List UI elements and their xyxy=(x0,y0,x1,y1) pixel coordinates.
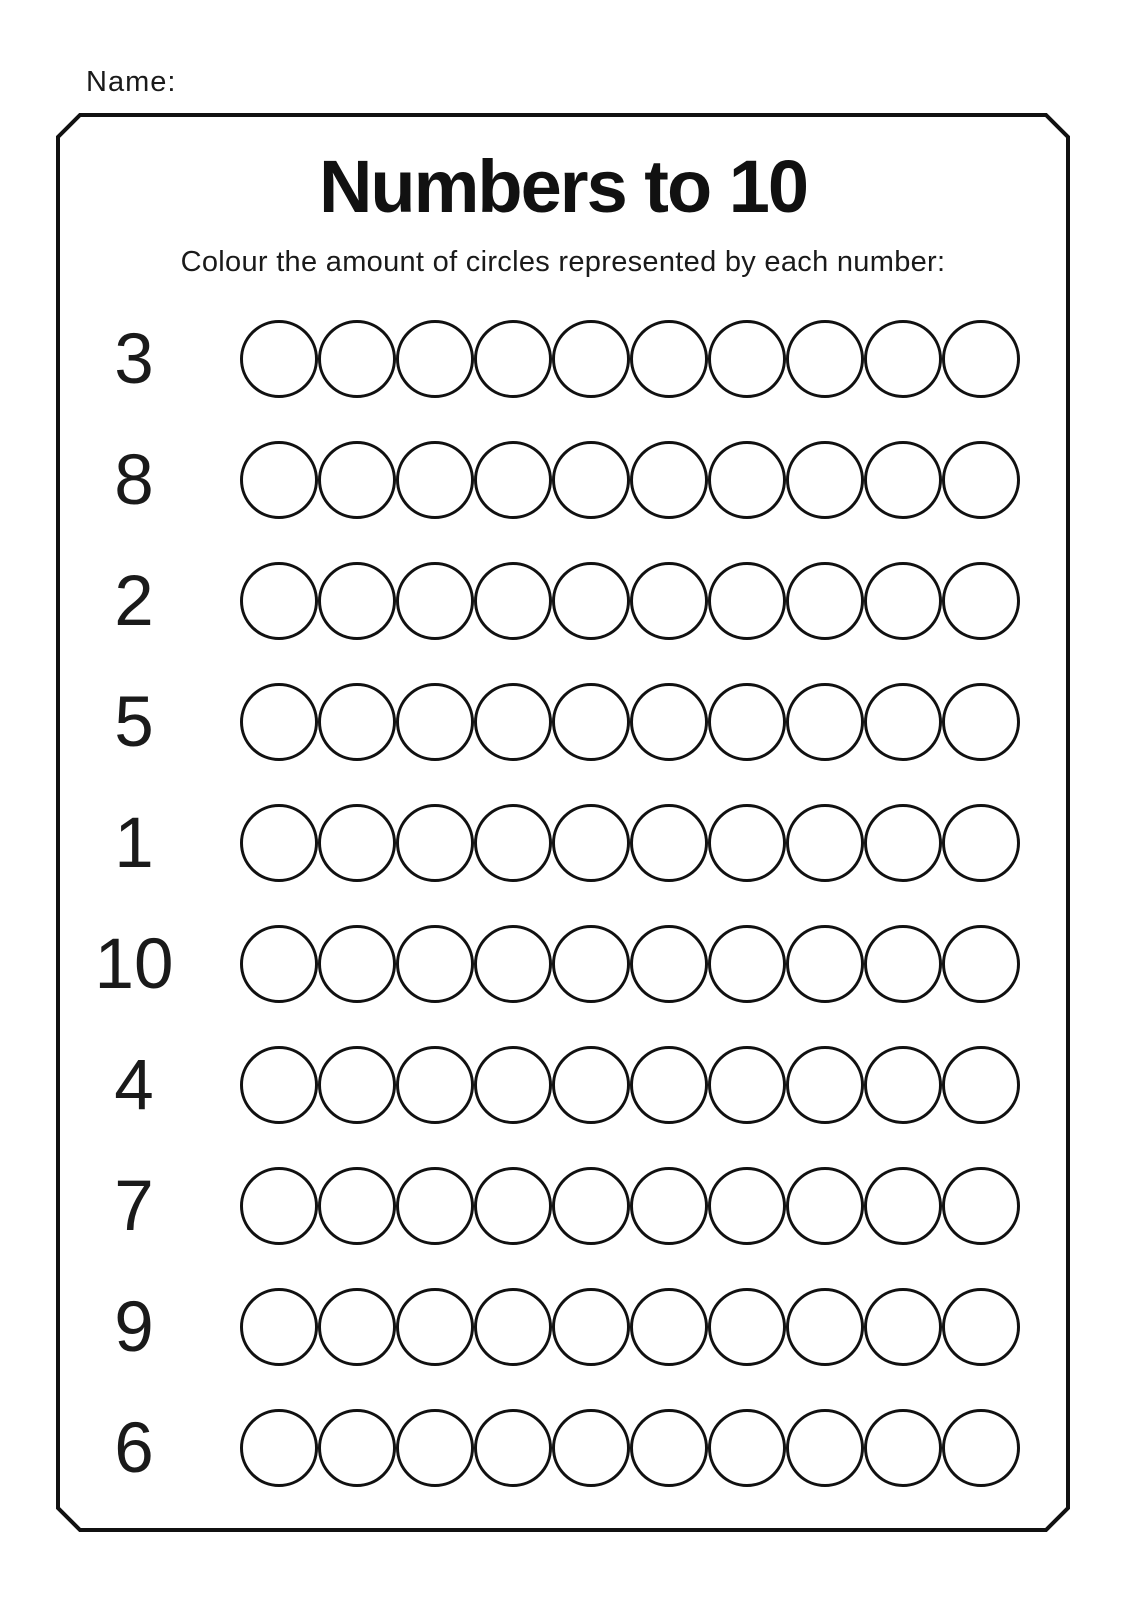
circle-group xyxy=(240,441,1020,519)
row-number: 7 xyxy=(114,1166,154,1246)
number-row xyxy=(0,1167,1020,1245)
colour-circle[interactable] xyxy=(552,1288,630,1366)
colour-circle[interactable] xyxy=(552,1409,630,1487)
colour-circle[interactable] xyxy=(240,925,318,1003)
colour-circle[interactable] xyxy=(552,925,630,1003)
colour-circle[interactable] xyxy=(708,1409,786,1487)
colour-circle[interactable] xyxy=(474,1167,552,1245)
colour-circle[interactable] xyxy=(942,683,1020,761)
colour-circle[interactable] xyxy=(864,1167,942,1245)
circle-group xyxy=(240,1288,1020,1366)
colour-circle[interactable] xyxy=(630,1046,708,1124)
number-row xyxy=(0,683,1020,761)
number-row xyxy=(0,1046,1020,1124)
colour-circle[interactable] xyxy=(318,441,396,519)
colour-circle[interactable] xyxy=(240,683,318,761)
circle-group xyxy=(240,683,1020,761)
colour-circle[interactable] xyxy=(240,562,318,640)
colour-circle[interactable] xyxy=(708,804,786,882)
colour-circle[interactable] xyxy=(708,441,786,519)
colour-circle[interactable] xyxy=(474,683,552,761)
colour-circle[interactable] xyxy=(318,804,396,882)
colour-circle[interactable] xyxy=(552,1046,630,1124)
colour-circle[interactable] xyxy=(240,1167,318,1245)
colour-circle[interactable] xyxy=(708,1167,786,1245)
colour-circle[interactable] xyxy=(396,683,474,761)
colour-circle[interactable] xyxy=(474,1046,552,1124)
colour-circle[interactable] xyxy=(474,562,552,640)
circle-group xyxy=(240,1409,1020,1487)
number-row xyxy=(0,320,1020,398)
colour-circle[interactable] xyxy=(318,925,396,1003)
number-row xyxy=(0,804,1020,882)
colour-circle[interactable] xyxy=(240,441,318,519)
colour-circle[interactable] xyxy=(630,1409,708,1487)
colour-circle[interactable] xyxy=(240,804,318,882)
colour-circle[interactable] xyxy=(396,320,474,398)
row-number: 3 xyxy=(114,319,154,399)
colour-circle[interactable] xyxy=(864,320,942,398)
colour-circle[interactable] xyxy=(786,1288,864,1366)
row-number: 1 xyxy=(114,803,154,883)
colour-circle[interactable] xyxy=(396,925,474,1003)
colour-circle[interactable] xyxy=(942,804,1020,882)
colour-circle[interactable] xyxy=(942,562,1020,640)
colour-circle[interactable] xyxy=(708,1288,786,1366)
rows-container xyxy=(0,320,1020,1530)
instruction-text: Colour the amount of circles represented by each number: xyxy=(180,246,946,278)
colour-circle[interactable] xyxy=(786,1167,864,1245)
colour-circle[interactable] xyxy=(630,683,708,761)
row-number: 8 xyxy=(114,440,154,520)
colour-circle[interactable] xyxy=(396,1046,474,1124)
colour-circle[interactable] xyxy=(552,804,630,882)
colour-circle[interactable] xyxy=(942,925,1020,1003)
circle-group xyxy=(240,925,1020,1003)
colour-circle[interactable] xyxy=(240,1409,318,1487)
colour-circle[interactable] xyxy=(786,1409,864,1487)
colour-circle[interactable] xyxy=(630,925,708,1003)
colour-circle[interactable] xyxy=(318,320,396,398)
colour-circle[interactable] xyxy=(864,1409,942,1487)
colour-circle[interactable] xyxy=(786,441,864,519)
colour-circle[interactable] xyxy=(708,925,786,1003)
colour-circle[interactable] xyxy=(240,320,318,398)
colour-circle[interactable] xyxy=(786,562,864,640)
colour-circle[interactable] xyxy=(240,1046,318,1124)
colour-circle[interactable] xyxy=(240,1288,318,1366)
colour-circle[interactable] xyxy=(474,804,552,882)
colour-circle[interactable] xyxy=(318,1046,396,1124)
colour-circle[interactable] xyxy=(474,320,552,398)
colour-circle[interactable] xyxy=(864,683,942,761)
colour-circle[interactable] xyxy=(942,1046,1020,1124)
colour-circle[interactable] xyxy=(630,441,708,519)
colour-circle[interactable] xyxy=(708,320,786,398)
number-row xyxy=(0,562,1020,640)
colour-circle[interactable] xyxy=(942,320,1020,398)
colour-circle[interactable] xyxy=(630,1167,708,1245)
row-number: 10 xyxy=(94,924,174,1004)
row-number: 6 xyxy=(114,1408,154,1488)
colour-circle[interactable] xyxy=(864,804,942,882)
colour-circle[interactable] xyxy=(786,320,864,398)
colour-circle[interactable] xyxy=(474,1288,552,1366)
colour-circle[interactable] xyxy=(318,562,396,640)
row-number: 5 xyxy=(114,682,154,762)
colour-circle[interactable] xyxy=(552,320,630,398)
colour-circle[interactable] xyxy=(786,683,864,761)
colour-circle[interactable] xyxy=(396,1409,474,1487)
colour-circle[interactable] xyxy=(318,1167,396,1245)
circle-group xyxy=(240,1167,1020,1245)
colour-circle[interactable] xyxy=(864,925,942,1003)
colour-circle[interactable] xyxy=(396,1167,474,1245)
colour-circle[interactable] xyxy=(318,1409,396,1487)
colour-circle[interactable] xyxy=(630,562,708,640)
circle-group xyxy=(240,1046,1020,1124)
number-row xyxy=(0,441,1020,519)
colour-circle[interactable] xyxy=(786,804,864,882)
colour-circle[interactable] xyxy=(864,562,942,640)
colour-circle[interactable] xyxy=(786,925,864,1003)
colour-circle[interactable] xyxy=(552,562,630,640)
row-number: 2 xyxy=(114,561,154,641)
colour-circle[interactable] xyxy=(708,683,786,761)
page-title: Numbers to 10 xyxy=(318,145,808,228)
colour-circle[interactable] xyxy=(864,1046,942,1124)
colour-circle[interactable] xyxy=(630,1288,708,1366)
colour-circle[interactable] xyxy=(474,925,552,1003)
colour-circle[interactable] xyxy=(474,1409,552,1487)
colour-circle[interactable] xyxy=(942,1167,1020,1245)
colour-circle[interactable] xyxy=(942,1288,1020,1366)
colour-circle[interactable] xyxy=(942,441,1020,519)
colour-circle[interactable] xyxy=(630,804,708,882)
colour-circle[interactable] xyxy=(864,441,942,519)
colour-circle[interactable] xyxy=(318,1288,396,1366)
colour-circle[interactable] xyxy=(708,562,786,640)
colour-circle[interactable] xyxy=(396,1288,474,1366)
colour-circle[interactable] xyxy=(552,683,630,761)
circle-group xyxy=(240,804,1020,882)
colour-circle[interactable] xyxy=(552,441,630,519)
colour-circle[interactable] xyxy=(864,1288,942,1366)
number-row xyxy=(0,925,1020,1003)
colour-circle[interactable] xyxy=(396,562,474,640)
colour-circle[interactable] xyxy=(474,441,552,519)
colour-circle[interactable] xyxy=(396,804,474,882)
colour-circle[interactable] xyxy=(396,441,474,519)
name-label: Name: xyxy=(86,66,177,98)
colour-circle[interactable] xyxy=(708,1046,786,1124)
colour-circle[interactable] xyxy=(552,1167,630,1245)
colour-circle[interactable] xyxy=(318,683,396,761)
row-number: 4 xyxy=(114,1045,154,1125)
row-number: 9 xyxy=(114,1287,154,1367)
circle-group xyxy=(240,320,1020,398)
number-row xyxy=(0,1288,1020,1366)
number-row xyxy=(0,1409,1020,1487)
colour-circle[interactable] xyxy=(630,320,708,398)
circle-group xyxy=(240,562,1020,640)
colour-circle[interactable] xyxy=(786,1046,864,1124)
colour-circle[interactable] xyxy=(942,1409,1020,1487)
